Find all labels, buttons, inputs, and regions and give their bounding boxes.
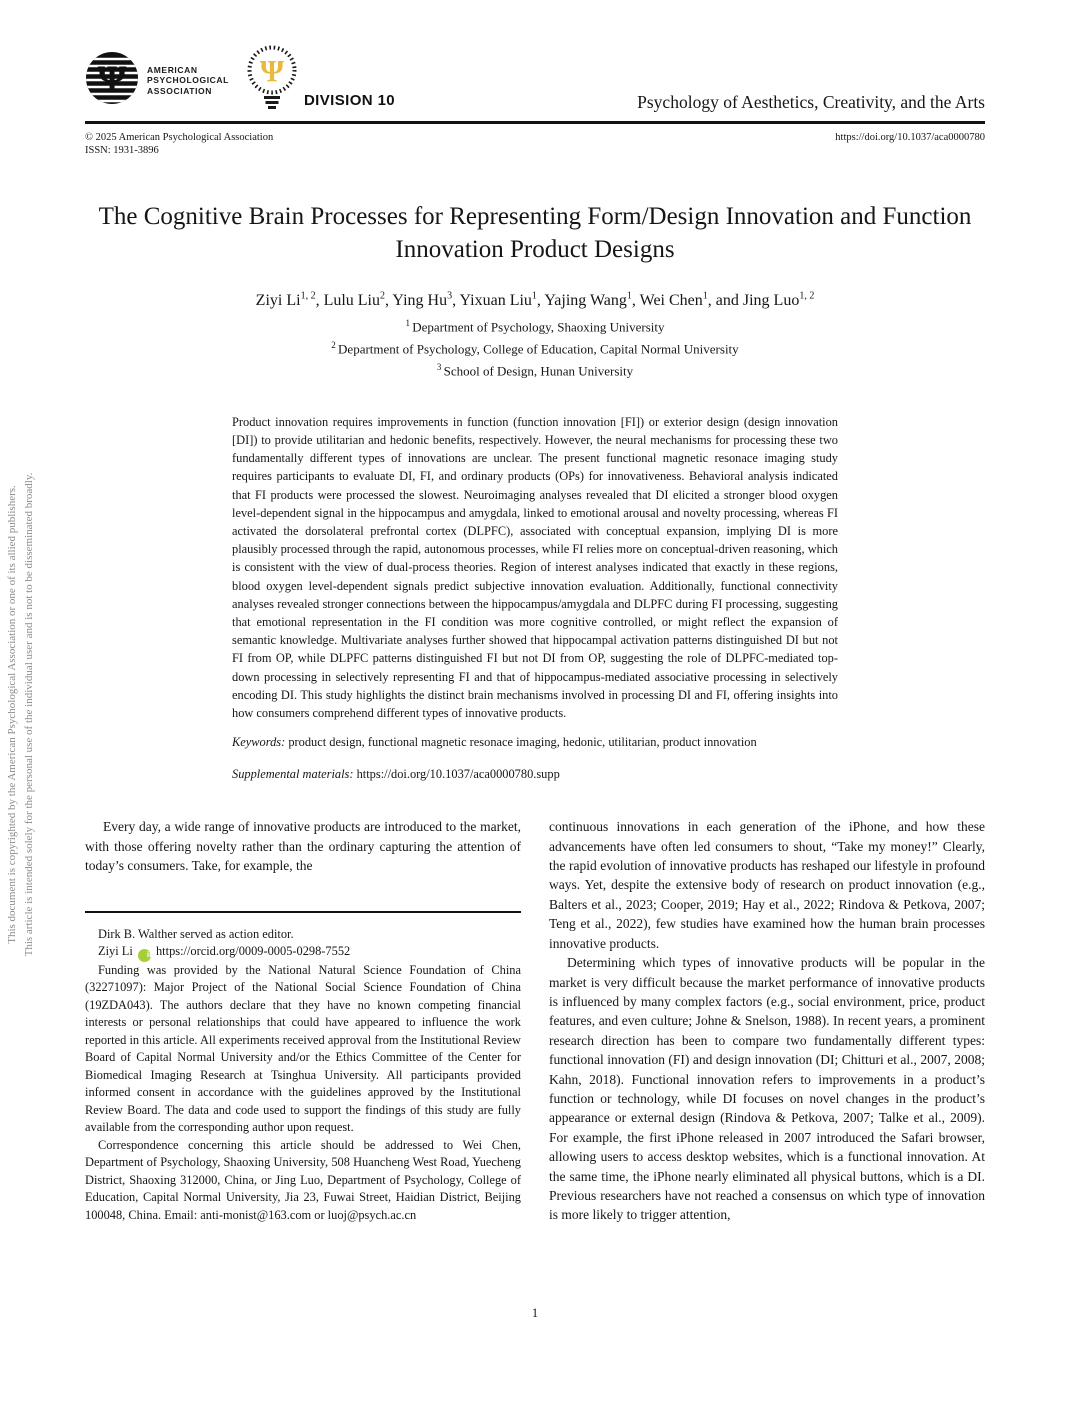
supplemental-link[interactable]: https://doi.org/10.1037/aca0000780.supp — [356, 767, 560, 782]
article-doi-link[interactable]: https://doi.org/10.1037/aca0000780 — [835, 131, 985, 143]
orcid-link[interactable]: https://orcid.org/0009-0005-0298-7552 — [155, 944, 351, 959]
authors-line — [85, 291, 985, 310]
footnote-rule — [85, 911, 521, 913]
supplemental-label: Supplemental materials: — [232, 767, 354, 782]
division-10-logo — [245, 45, 395, 116]
author: Ziyi Li$^{1, 2}$ — [255, 290, 316, 309]
affiliation: $^2$ Department of Psychology, College of Education, Capital Normal University — [331, 340, 739, 357]
watermark-line-1: This document is copyrighted by the American Psychological Association or one of its allied publishers. — [6, 485, 18, 944]
author: , and Jing Luo$^{1, 2}$ — [707, 290, 815, 309]
page-number: 1 — [531, 1306, 539, 1320]
apa-psi-circle-icon — [85, 51, 139, 110]
affiliation: $^3$ School of Design, Hunan University — [436, 362, 634, 379]
author: , Ying Hu$^3$ — [385, 290, 453, 309]
svg-text:Ψ: Ψ — [259, 53, 285, 88]
author: , Yajing Wang$^1$ — [536, 290, 632, 309]
correspondence-note: Correspondence concerning this article should be addressed to Wei Chen, Department of Psychology, Shaoxing University, 508 Huancheng West Road, Yuecheng District, Shaoxing 312000, China, or Jing Luo, Department of Psychology, College of Education, Capital Normal University, Jia 23, Fuwai Street, Haidian District, Beijing 100048, China. Email: anti-monist@163.com or luoj@psych.ac.cn — [85, 1137, 521, 1222]
body-columns — [85, 817, 985, 1225]
watermark-line-2: This article is intended solely for the personal use of the individual user and is not to be disseminated broadly. — [22, 472, 35, 957]
orcid-line — [85, 943, 521, 961]
body-paragraph: continuous innovations in each generation of the iPhone, and how these advancements have often led consumers to shout, “Take my money!” Clearly, the rapid evolution of innovative products has reshaped our lifestyle in profound ways. Yet, despite the extensive body of research on product innovation (e.g., Balters et al., 2023; Cooper, 2019; Hay et al., 2022; Rindova & Petkova, 2007; Teng et al., 2022), few studies have examined how the human brain processes innovative products. — [549, 819, 985, 951]
logo-group — [85, 45, 395, 116]
funding-note: Funding was provided by the National Natural Science Foundation of China (32271097): Major Project of the National Social Science Foundation of China (19ZDA043). The authors declare that they have no known competing financial interests or personal relationships that could have appeared to influence the work reported in this article. All experiments received approval from the Institutional Review Board of Capital Normal University and/or the Ethics Committee of the Center for Biomedical Imaging Research at Tsinghua University. All participants provided informed consent in accordance with the guidelines approved by the Institutional Review Board. The data and code used to support the findings of this study are fully available from the corresponding author upon request. — [85, 962, 521, 1135]
right-column — [549, 817, 985, 1225]
keywords-label: Keywords: — [232, 735, 286, 750]
author: , Lulu Liu$^2$ — [315, 290, 385, 309]
orcid-author-name: Ziyi Li — [98, 944, 133, 959]
author: , Wei Chen$^1$ — [631, 290, 708, 309]
page-header — [85, 0, 985, 116]
copyright-watermark — [4, 387, 37, 1042]
supplemental-line — [232, 765, 838, 783]
apa-logo-text — [147, 65, 229, 97]
journal-title: Psychology of Aesthetics, Creativity, and the Arts — [637, 92, 985, 112]
body-paragraph: Determining which types of innovative products will be popular in the market is very difficult because the market performance of innovative products is influenced by many complex factors (e.g., social environment, price, product features, and even culture; Johne & Snelson, 1988). In recent years, a prominent research direction has been to compare two fundamentally different types: functional innovation (FI) and design innovation (DI; Chitturi et al., 2007, 2008; Kahn, 2018). Functional innovation refers to improvements in a product’s function or technology, while DI focuses on novel changes in the product’s appearance or external design (Rindova & Petkova, 2007; Talke et al., 2009). For example, the first iPhone released in 2007 introduced the Safari browser, allowing users to access desktop websites, which is a functional innovation. At the same time, the iPhone nearly eliminated all physical buttons, which is a DI. Previous researchers have not reached a consensus on which type of innovation is more likely to trigger attention, — [549, 955, 985, 1223]
apa-text-line: AMERICAN — [147, 64, 198, 75]
action-editor-note: Dirk B. Walther served as action editor. — [98, 926, 294, 941]
affiliations — [85, 314, 985, 381]
affiliation: $^1$ Department of Psychology, Shaoxing University — [405, 317, 665, 335]
author: , Yixuan Liu$^1$ — [452, 290, 537, 309]
apa-logo — [85, 51, 229, 110]
division-10-lightbulb-icon — [245, 45, 299, 116]
abstract: Product innovation requires improvements in function (function innovation [FI]) or exterior design (design innovation [DI]) to provide utilitarian and hedonic benefits, respectively. However, the neural mechanisms for processing these two fundamentally different types of innovations are unclear. The present functional magnetic resonace imaging study requires participants to evaluate DI, FI, and ordinary products (OPs) for innovativeness. Behavioral analysis indicated that FI products were processed the slowest. Neuroimaging analyses revealed that DI elicited a stronger blood oxygen level-dependent signal in the hippocampus and amygdala, linked to emotional arousal and novelty processing, whereas FI activated the dorsolateral prefrontal cortex (DLPFC), associated with conceptual expansion, implying DI is more plausibly processed through the rapid, autonomous processes, while FI relies more on conceptual-driven reasoning, which is consistent with the view of dual-process theories. Region of interest analyses indicated that exactly in these regions, blood oxygen level-dependent signals predict subjective innovation evaluation. Additionally, functional connectivity analyses revealed stronger connections between the hippocampus/amygdala and DLPFC during FI processing, suggesting that emotional representation in the FI condition was more cognitive controlled, or might reflect the expansion of semantic knowledge. Multivariate analyses further showed that hippocampal activation patterns distinguished DI but not FI from OP, while DLPFC patterns distinguished FI but not DI from OP, suggesting the role of DLPFC-mediated top-down processing in selectively representing FI and that of hippocampus-mediated associative processing in selectively encoding DI. This study highlights the distinct brain mechanisms involved in processing DI and FI, offering insights into how consumers comprehend different types of innovative products. — [232, 414, 838, 721]
left-column — [85, 817, 521, 1225]
orcid-icon: iD — [138, 949, 151, 962]
header-meta — [85, 131, 985, 158]
keywords-line — [232, 733, 838, 751]
author-note — [85, 911, 521, 1224]
svg-text:Ψ: Ψ — [97, 59, 127, 100]
division-10-label: DIVISION 10 — [303, 92, 396, 109]
copyright-block — [85, 131, 273, 158]
body-paragraph: Every day, a wide range of innovative products are introduced to the market, with those offering novelty rather than the ordinary capturing the attention of today’s consumers. Take, for example, the — [85, 819, 521, 874]
article-title: The Cognitive Brain Processes for Representing Form/Design Innovation and Function Innovation Product Designs — [98, 202, 972, 263]
copyright-line: © 2025 American Psychological Association — [85, 131, 274, 143]
header-rule — [85, 121, 985, 124]
apa-text-line: ASSOCIATION — [147, 85, 213, 96]
apa-text-line: PSYCHOLOGICAL — [147, 75, 229, 86]
keywords-text: product design, functional magnetic resonace imaging, hedonic, utilitarian, product innovation — [288, 735, 757, 750]
issn-line: ISSN: 1931-3896 — [85, 145, 159, 156]
footnote-body — [85, 926, 521, 1224]
